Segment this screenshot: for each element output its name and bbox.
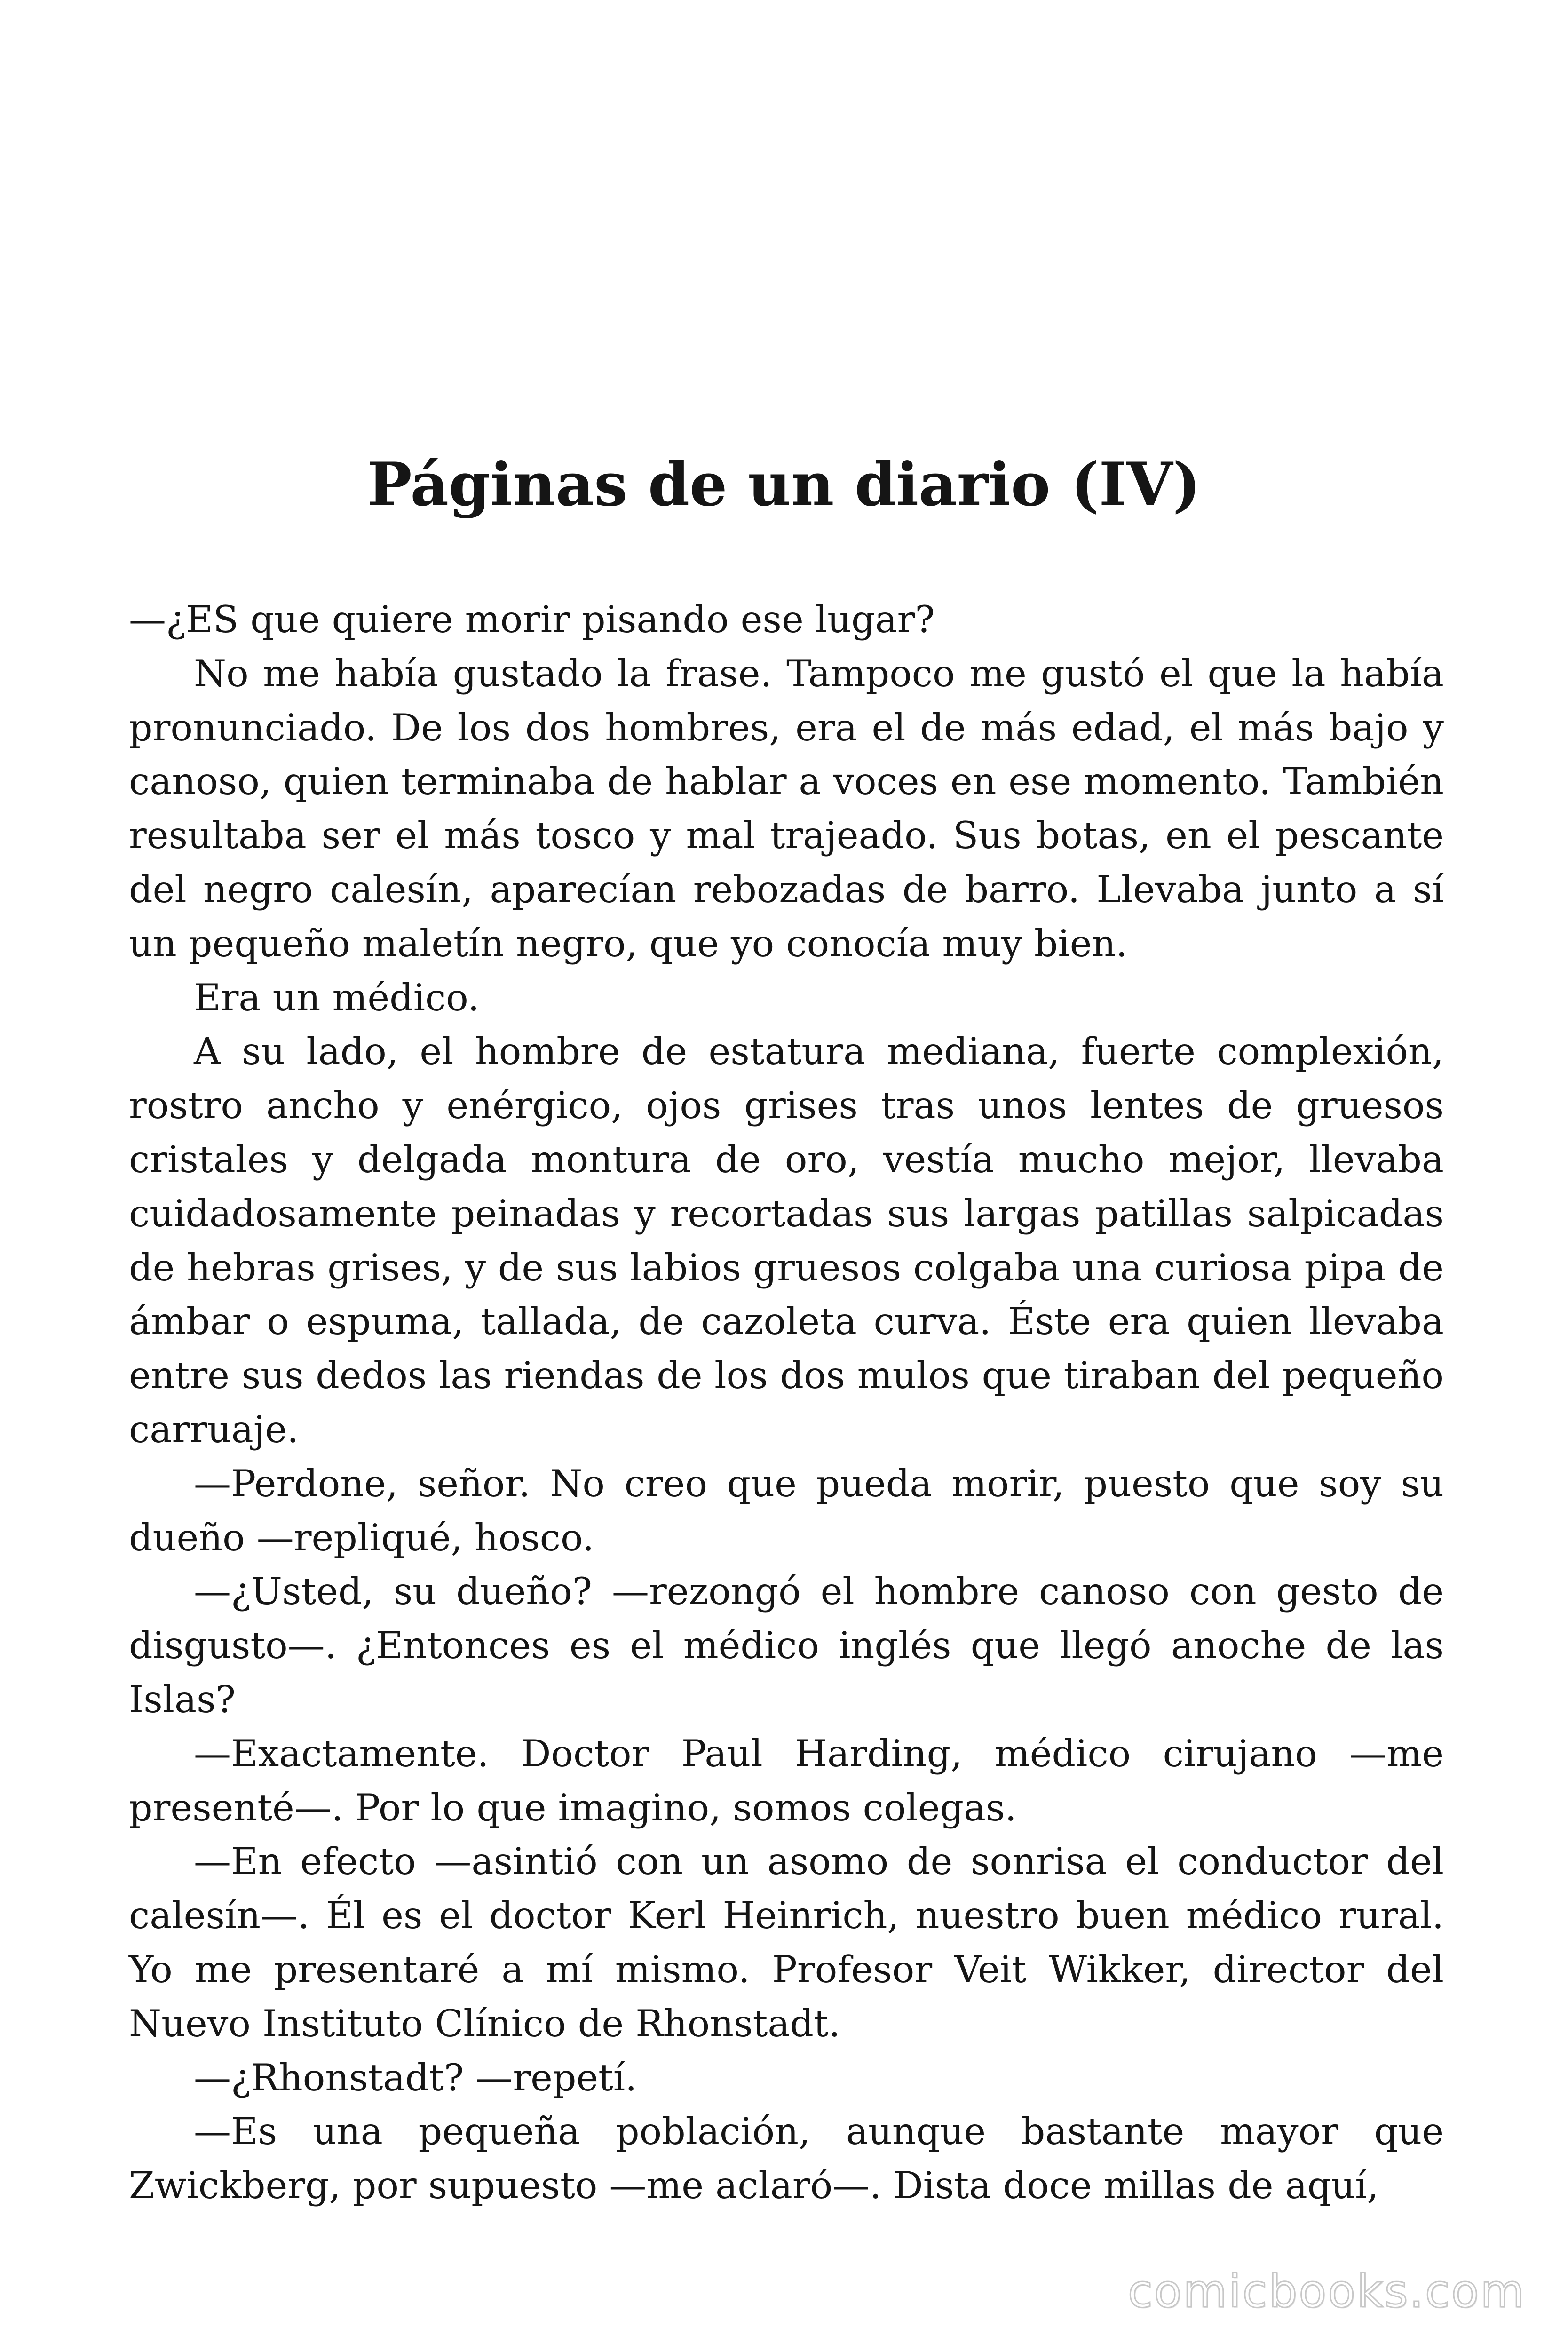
- body-text: [129, 593, 1444, 2213]
- paragraph: No me había gustado la frase. Tampoco me gustó el que la había pronunciado. De los dos hombres, era el de más edad, el más bajo y canoso, quien terminaba de hablar a voces en ese momento. También resultaba ser el más tosco y mal trajeado. Sus botas, en el pescante del negro calesín, aparecían rebozadas de barro. Llevaba junto a sí un pequeño maletín negro, que yo conocía muy bien.: [129, 652, 1444, 965]
- paragraph: —Perdone, señor. No creo que pueda morir, puesto que soy su dueño —repliqué, hosco.: [129, 1462, 1444, 1559]
- paragraph: Era un médico.: [194, 976, 480, 1019]
- paragraph: —¿ES que quiere morir pisando ese lugar?: [129, 598, 935, 641]
- watermark: comicbooks.com: [1127, 2265, 1526, 2318]
- paragraph: —¿Usted, su dueño? —rezongó el hombre canoso con gesto de disgusto—. ¿Entonces es el médico inglés que llegó anoche de las Islas?: [129, 1570, 1444, 1721]
- paragraph: —Es una pequeña población, aunque bastante mayor que Zwickberg, por supuesto —me aclaró—. Dista doce millas de aquí,: [129, 2110, 1444, 2208]
- paragraph: —¿Rhonstadt? —repetí.: [194, 2056, 637, 2099]
- paragraph: —En efecto —asintió con un asomo de sonrisa el conductor del calesín—. Él es el doctor Kerl Heinrich, nuestro buen médico rural. Yo me presentaré a mí mismo. Profesor Veit Wikker, director del Nuevo Instituto Clínico de Rhonstadt.: [129, 1840, 1444, 2045]
- chapter-title: Páginas de un diario (IV): [367, 450, 1201, 519]
- paragraph: A su lado, el hombre de estatura mediana, fuerte complexión, rostro ancho y enérgico, ojos grises tras unos lentes de gruesos cristales y delgada montura de oro, vestía mucho mejor, llevaba cuidadosamente peinadas y recortadas sus largas patillas salpicadas de hebras grises, y de sus labios gruesos colgaba una curiosa pipa de ámbar o espuma, tallada, de cazoleta curva. Éste era quien llevaba entre sus dedos las riendas de los dos mulos que tiraban del pequeño carruaje.: [129, 1030, 1444, 1451]
- paragraph: —Exactamente. Doctor Paul Harding, médico cirujano —me presenté—. Por lo que imagino, somos colegas.: [129, 1732, 1444, 1829]
